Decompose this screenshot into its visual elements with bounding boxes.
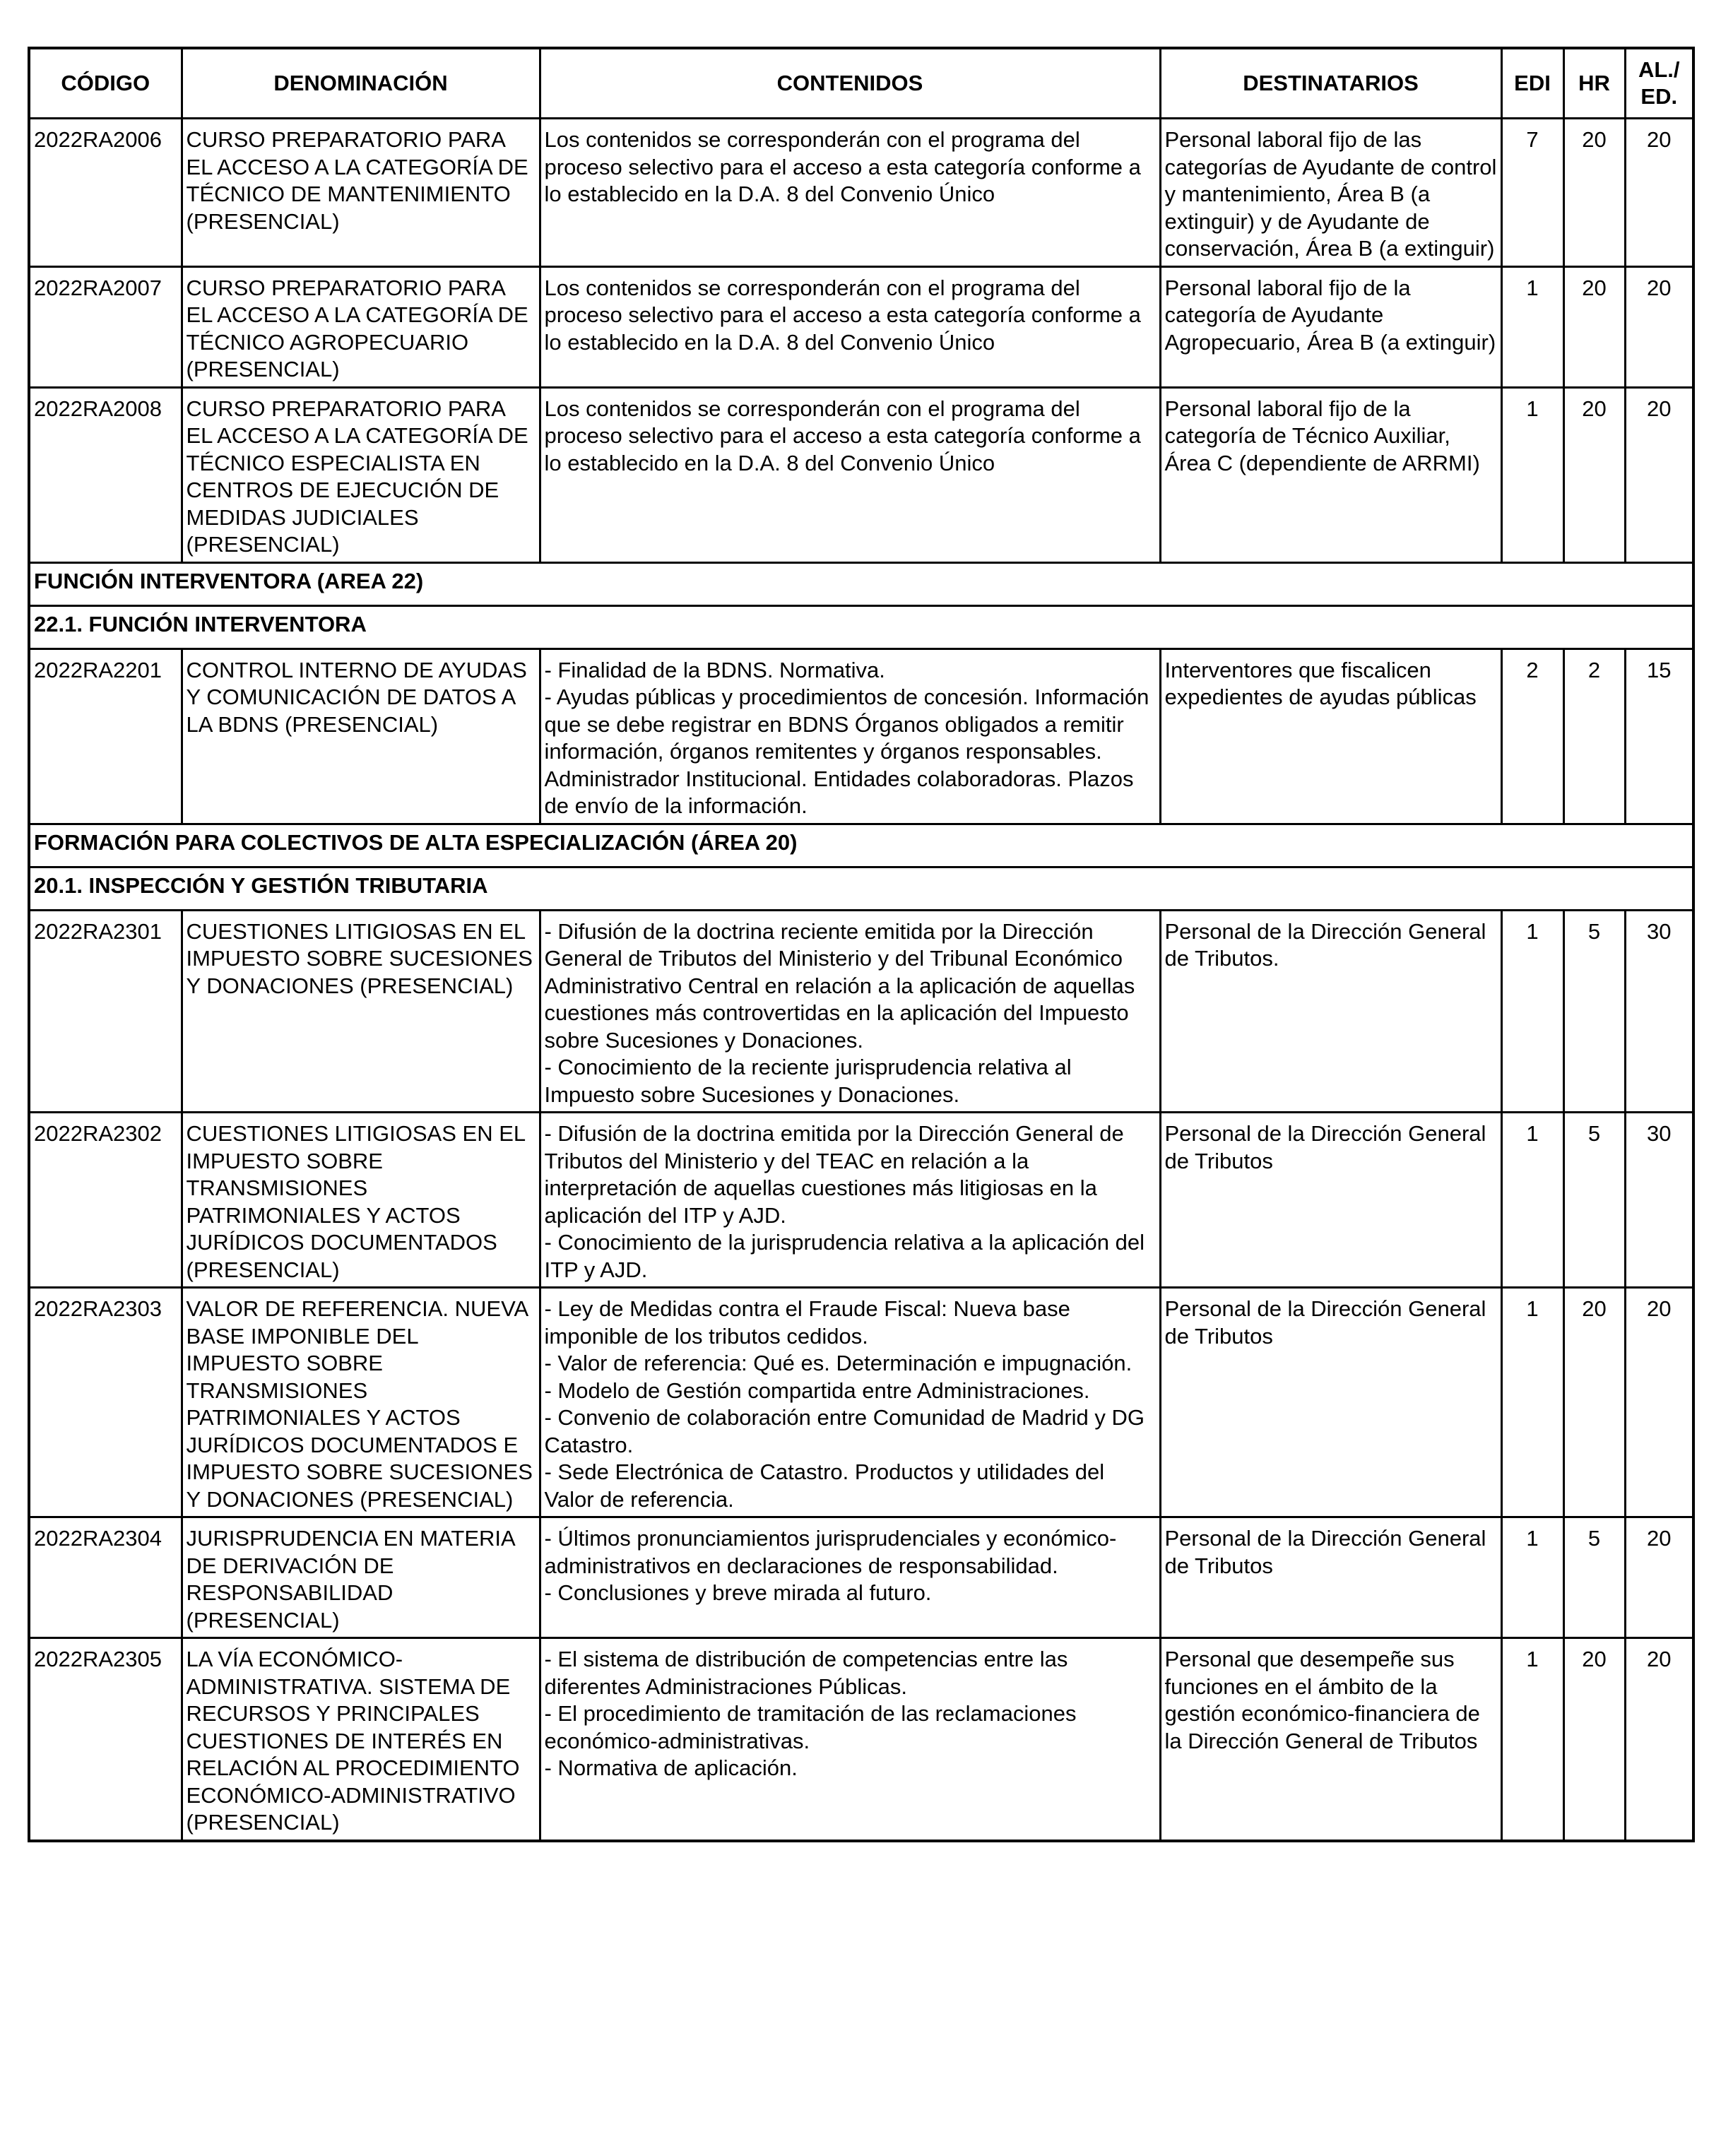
cell-al: 15 <box>1625 648 1693 824</box>
cell-audience: Personal de la Dirección General de Tributos. <box>1160 910 1501 1113</box>
cell-al: 30 <box>1625 910 1693 1113</box>
cell-al: 20 <box>1625 1288 1693 1517</box>
table-row <box>29 1517 1693 1638</box>
cell-edi: 2 <box>1501 648 1563 824</box>
table-row <box>29 1638 1693 1841</box>
header-al: AL./ ED. <box>1625 48 1693 119</box>
cell-contents: Los contenidos se corresponderán con el programa del proceso selectivo para el acceso a esta categoría conforme a lo establecido en la D.A. 8 del Convenio Único <box>540 266 1160 387</box>
cell-name: CURSO PREPARATORIO PARA EL ACCESO A LA CATEGORÍA DE TÉCNICO AGROPECUARIO (PRESENCIAL) <box>182 266 540 387</box>
cell-audience: Personal laboral fijo de las categorías de Ayudante de control y mantenimiento, Área B (a extinguir) y de Ayudante de conservación, Área B (a extinguir) <box>1160 119 1501 267</box>
cell-edi: 7 <box>1501 119 1563 267</box>
cell-contents: - El sistema de distribución de competencias entre las diferentes Administraciones Públicas. - El procedimiento de tramitación de las reclamaciones económico-administrativas. - Normativa de aplicación. <box>540 1638 1160 1841</box>
cell-name: JURISPRUDENCIA EN MATERIA DE DERIVACIÓN DE RESPONSABILIDAD (PRESENCIAL) <box>182 1517 540 1638</box>
cell-code: 2022RA2303 <box>29 1288 182 1517</box>
header-edi: EDI <box>1501 48 1563 119</box>
cell-al: 20 <box>1625 266 1693 387</box>
cell-name: LA VÍA ECONÓMICO-ADMINISTRATIVA. SISTEMA DE RECURSOS Y PRINCIPALES CUESTIONES DE INTERÉS EN RELACIÓN AL PROCEDIMIENTO ECONÓMICO-ADMINISTRATIVO (PRESENCIAL) <box>182 1638 540 1841</box>
cell-hr: 20 <box>1563 266 1625 387</box>
cell-code: 2022RA2304 <box>29 1517 182 1638</box>
cell-edi: 1 <box>1501 387 1563 562</box>
header-audience: DESTINATARIOS <box>1160 48 1501 119</box>
subsection-heading: 22.1. FUNCIÓN INTERVENTORA <box>29 605 1693 648</box>
cell-code: 2022RA2302 <box>29 1113 182 1288</box>
table-row <box>29 387 1693 562</box>
cell-audience: Personal de la Dirección General de Tributos <box>1160 1288 1501 1517</box>
cell-code: 2022RA2008 <box>29 387 182 562</box>
section-row <box>29 867 1693 910</box>
cell-edi: 1 <box>1501 1288 1563 1517</box>
cell-name: CURSO PREPARATORIO PARA EL ACCESO A LA CATEGORÍA DE TÉCNICO DE MANTENIMIENTO (PRESENCIAL) <box>182 119 540 267</box>
section-row <box>29 562 1693 605</box>
table-row <box>29 910 1693 1113</box>
cell-al: 30 <box>1625 1113 1693 1288</box>
table-row <box>29 119 1693 267</box>
cell-al: 20 <box>1625 1638 1693 1841</box>
cell-name: CONTROL INTERNO DE AYUDAS Y COMUNICACIÓN DE DATOS A LA BDNS (PRESENCIAL) <box>182 648 540 824</box>
cell-al: 20 <box>1625 387 1693 562</box>
cell-audience: Personal de la Dirección General de Tributos <box>1160 1113 1501 1288</box>
cell-hr: 20 <box>1563 387 1625 562</box>
cell-contents: - Finalidad de la BDNS. Normativa. - Ayudas públicas y procedimientos de concesión. Información que se debe registrar en BDNS Órganos obligados a remitir información, órganos remitentes y órganos responsables. Administrador Institucional. Entidades colaboradoras. Plazos de envío de la información. <box>540 648 1160 824</box>
cell-audience: Personal laboral fijo de la categoría de Técnico Auxiliar, Área C (dependiente de ARRMI) <box>1160 387 1501 562</box>
cell-contents: - Ley de Medidas contra el Fraude Fiscal: Nueva base imponible de los tributos cedidos. - Valor de referencia: Qué es. Determinación e impugnación. - Modelo de Gestión compartida entre Administraciones. - Convenio de colaboración entre Comunidad de Madrid y DG Catastro. - Sede Electrónica de Catastro. Productos y utilidades del Valor de referencia. <box>540 1288 1160 1517</box>
cell-al: 20 <box>1625 119 1693 267</box>
cell-hr: 5 <box>1563 1517 1625 1638</box>
cell-contents: - Últimos pronunciamientos jurisprudenciales y económico-administrativos en declaraciones de responsabilidad. - Conclusiones y breve mirada al futuro. <box>540 1517 1160 1638</box>
cell-hr: 20 <box>1563 119 1625 267</box>
cell-contents: - Difusión de la doctrina emitida por la Dirección General de Tributos del Ministerio y del TEAC en relación a la interpretación de aquellas cuestiones más litigiosas en la aplicación del ITP y AJD. - Conocimiento de la jurisprudencia relativa a la aplicación del ITP y AJD. <box>540 1113 1160 1288</box>
section-row <box>29 605 1693 648</box>
cell-name: CURSO PREPARATORIO PARA EL ACCESO A LA CATEGORÍA DE TÉCNICO ESPECIALISTA EN CENTROS DE EJECUCIÓN DE MEDIDAS JUDICIALES (PRESENCIAL) <box>182 387 540 562</box>
section-heading: FUNCIÓN INTERVENTORA (AREA 22) <box>29 562 1693 605</box>
cell-al: 20 <box>1625 1517 1693 1638</box>
cell-hr: 20 <box>1563 1288 1625 1517</box>
cell-audience: Personal laboral fijo de la categoría de Ayudante Agropecuario, Área B (a extinguir) <box>1160 266 1501 387</box>
cell-hr: 20 <box>1563 1638 1625 1841</box>
table-row <box>29 266 1693 387</box>
cell-code: 2022RA2301 <box>29 910 182 1113</box>
subsection-heading: 20.1. INSPECCIÓN Y GESTIÓN TRIBUTARIA <box>29 867 1693 910</box>
cell-name: CUESTIONES LITIGIOSAS EN EL IMPUESTO SOBRE TRANSMISIONES PATRIMONIALES Y ACTOS JURÍDICOS DOCUMENTADOS (PRESENCIAL) <box>182 1113 540 1288</box>
cell-edi: 1 <box>1501 1113 1563 1288</box>
header-code: CÓDIGO <box>29 48 182 119</box>
cell-audience: Interventores que fiscalicen expedientes de ayudas públicas <box>1160 648 1501 824</box>
cell-name: CUESTIONES LITIGIOSAS EN EL IMPUESTO SOBRE SUCESIONES Y DONACIONES (PRESENCIAL) <box>182 910 540 1113</box>
header-contents: CONTENIDOS <box>540 48 1160 119</box>
cell-hr: 2 <box>1563 648 1625 824</box>
cell-edi: 1 <box>1501 910 1563 1113</box>
cell-name: VALOR DE REFERENCIA. NUEVA BASE IMPONIBLE DEL IMPUESTO SOBRE TRANSMISIONES PATRIMONIALES Y ACTOS JURÍDICOS DOCUMENTADOS E IMPUESTO SOBRE SUCESIONES Y DONACIONES (PRESENCIAL) <box>182 1288 540 1517</box>
header-name: DENOMINACIÓN <box>182 48 540 119</box>
cell-audience: Personal que desempeñe sus funciones en el ámbito de la gestión económico-financiera de la Dirección General de Tributos <box>1160 1638 1501 1841</box>
cell-code: 2022RA2006 <box>29 119 182 267</box>
header-hr: HR <box>1563 48 1625 119</box>
cell-code: 2022RA2201 <box>29 648 182 824</box>
cell-hr: 5 <box>1563 1113 1625 1288</box>
cell-code: 2022RA2305 <box>29 1638 182 1841</box>
section-row <box>29 824 1693 867</box>
cell-edi: 1 <box>1501 1638 1563 1841</box>
cell-edi: 1 <box>1501 266 1563 387</box>
cell-hr: 5 <box>1563 910 1625 1113</box>
cell-contents: - Difusión de la doctrina reciente emitida por la Dirección General de Tributos del Ministerio y del Tribunal Económico Administrativo Central en relación a la aplicación de aquellas cuestiones más controvertidas en la aplicación del Impuesto sobre Sucesiones y Donaciones. - Conocimiento de la reciente jurisprudencia relativa al Impuesto sobre Sucesiones y Donaciones. <box>540 910 1160 1113</box>
cell-audience: Personal de la Dirección General de Tributos <box>1160 1517 1501 1638</box>
cell-edi: 1 <box>1501 1517 1563 1638</box>
courses-table <box>28 47 1695 1842</box>
cell-code: 2022RA2007 <box>29 266 182 387</box>
table-row <box>29 1288 1693 1517</box>
table-header-row <box>29 48 1693 119</box>
table-row <box>29 648 1693 824</box>
table-row <box>29 1113 1693 1288</box>
cell-contents: Los contenidos se corresponderán con el programa del proceso selectivo para el acceso a esta categoría conforme a lo establecido en la D.A. 8 del Convenio Único <box>540 387 1160 562</box>
section-heading: FORMACIÓN PARA COLECTIVOS DE ALTA ESPECIALIZACIÓN (ÁREA 20) <box>29 824 1693 867</box>
cell-contents: Los contenidos se corresponderán con el programa del proceso selectivo para el acceso a esta categoría conforme a lo establecido en la D.A. 8 del Convenio Único <box>540 119 1160 267</box>
